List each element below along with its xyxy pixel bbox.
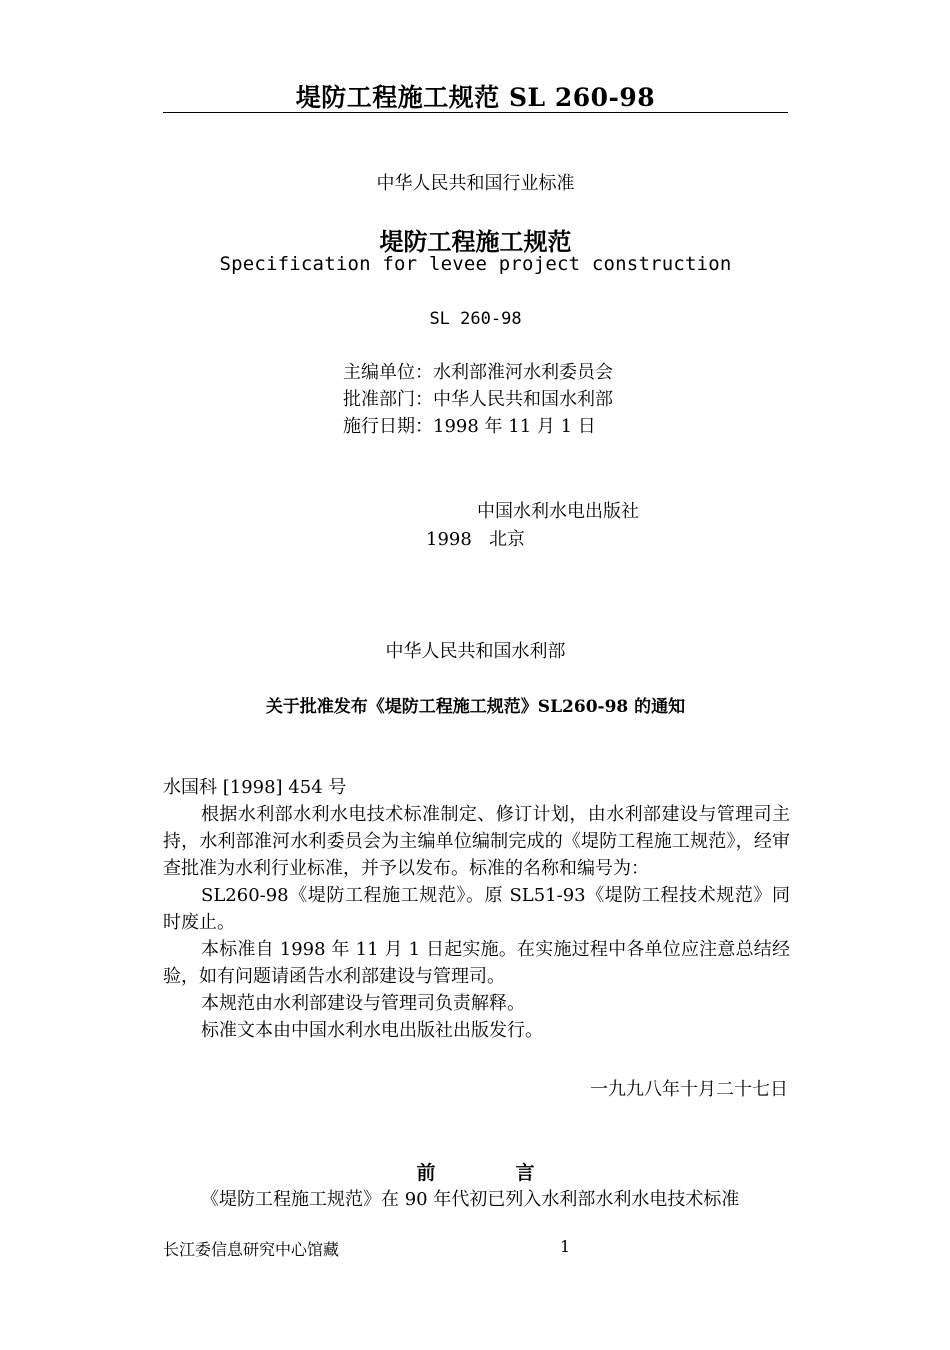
ministry-name: 中华人民共和国水利部 [385,641,566,662]
approval-dept-line: 批准部门：中华人民共和国水利部 [343,389,613,410]
notice-date: 一九九八年十月二十七日 [590,1079,788,1100]
footer-source: 长江委信息研究中心馆藏 [163,1240,340,1259]
chief-editor-line: 主编单位：水利部淮河水利委员会 [343,362,613,383]
publication-place: 1998 北京 [426,529,525,550]
cover-title-en: Specification for levee project construction [219,253,732,275]
preface-heading-left: 前 [416,1162,436,1184]
notice-paragraph: 本标准自 1998 年 11 月 1 日起实施。在实施过程中各单位应注意总结经验，如有问题请函告水利部建设与管理司。 [163,939,790,987]
standard-code: SL 260-98 [429,309,522,329]
notice-paragraph: 根据水利部水利水电技术标准制定、修订计划，由水利部建设与管理司主持，水利部淮河水利委员会为主编单位编制完成的《堤防工程施工规范》，经审查批准为水利行业标准，并予以发布。标准的名称和编号为： [163,804,790,879]
preface-heading-right: 言 [515,1162,535,1184]
preface-text: 《堤防工程施工规范》在 90 年代初已列入水利部水利水电技术标准 [201,1189,740,1210]
notice-title: 关于批准发布《堤防工程施工规范》SL260-98 的通知 [265,697,686,717]
preface-heading [163,1158,788,1185]
page-number: 1 [560,1237,571,1256]
cover-info [343,359,613,440]
effective-date-line: 施行日期：1998 年 11 月 1 日 [343,416,596,437]
notice-paragraph: 本规范由水利部建设与管理司负责解释。 [201,993,525,1014]
notice-paragraph: SL260-98《堤防工程施工规范》。原 SL51-93《堤防工程技术规范》同时废止。 [163,885,790,933]
document-number: 水国科 [1998] 454 号 [163,777,347,798]
running-header-title: 堤防工程施工规范 SL 260-98 [295,83,656,112]
header-rule [163,112,788,113]
notice-body [163,774,790,1044]
standard-issuer: 中华人民共和国行业标准 [376,173,575,194]
publisher: 中国水利水电出版社 [477,501,639,522]
cover-title-cn: 堤防工程施工规范 [379,227,572,256]
notice-paragraph: 标准文本由中国水利水电出版社出版发行。 [201,1020,543,1041]
